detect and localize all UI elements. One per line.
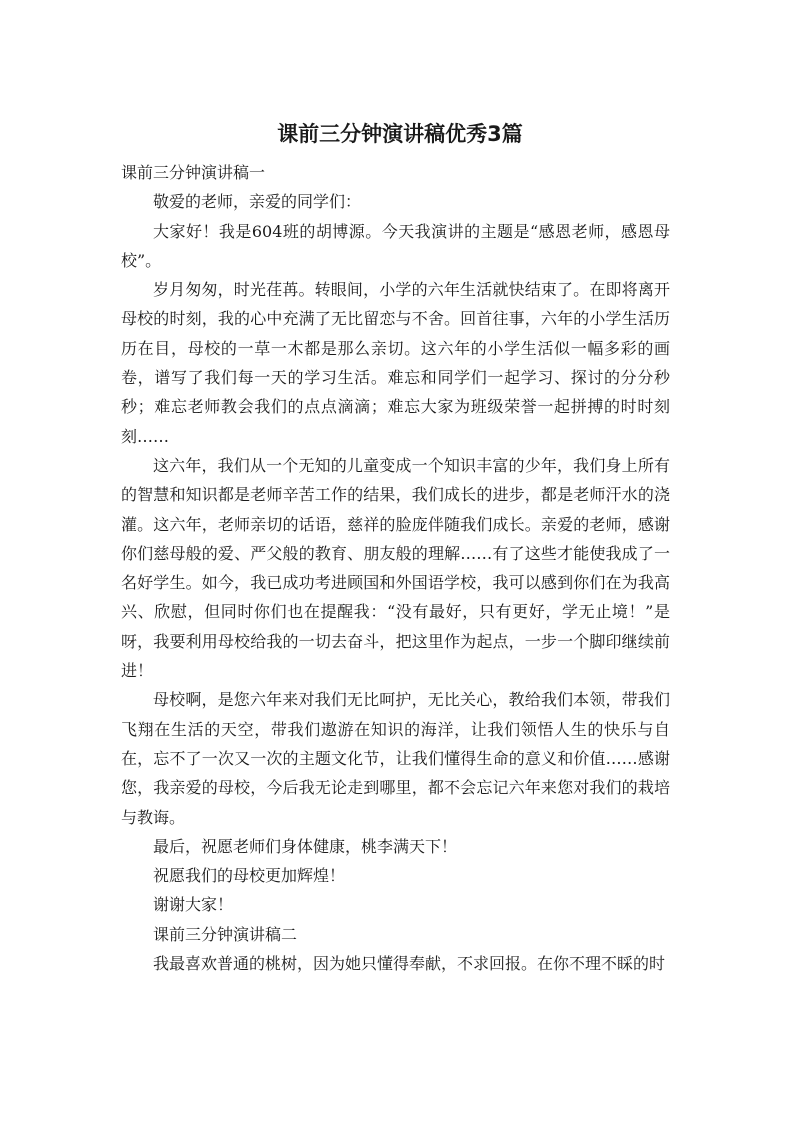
- paragraph: 大家好！我是604班的胡博源。今天我演讲的主题是“感恩老师，感恩母校”。: [121, 221, 670, 270]
- paragraph: 祝愿我们的母校更加辉煌！: [153, 866, 346, 886]
- paragraph: 母校啊，是您六年来对我们无比呵护，无比关心，教给我们本领，带我们飞翔在生活的天空，带我们遨游在知识的海洋，让我们领悟人生的快乐与自在，忘不了一次又一次的主题文化节，让我们懂得生命的意义和价值……感谢您，我亲爱的母校，今后我无论走到哪里，都不会忘记六年来您对我们的栽培与教诲。: [121, 690, 670, 827]
- document-title: 课前三分钟演讲稿优秀3篇: [277, 122, 523, 146]
- paragraph: 最后，祝愿老师们身体健康，桃李满天下！: [153, 836, 458, 856]
- section-heading-1: 课前三分钟演讲稿一: [121, 163, 266, 182]
- paragraph: 我最喜欢普通的桃树，因为她只懂得奉献，不求回报。在你不理不睬的时: [153, 954, 666, 974]
- salutation: 敬爱的老师，亲爱的同学们：: [153, 192, 362, 212]
- paragraph: 岁月匆匆，时光荏苒。转眼间，小学的六年生活就快结束了。在即将离开母校的时刻，我的心中充满了无比留恋与不舍。回首往事，六年的小学生活历历在目，母校的一草一木都是那么亲切。这六年的小学生活似一幅多彩的画卷，谱写了我们每一天的学习生活。难忘和同学们一起学习、探讨的分分秒秒；难忘老师教会我们的点点滴滴；难忘大家为班级荣誉一起拼搏的时时刻刻……: [121, 280, 670, 446]
- paragraph: 谢谢大家！: [153, 895, 234, 915]
- section-heading-2: 课前三分钟演讲稿二: [153, 924, 298, 944]
- document-body: [121, 158, 670, 978]
- paragraph: 这六年，我们从一个无知的儿童变成一个知识丰富的少年，我们身上所有的智慧和知识都是老师辛苦工作的结果，我们成长的进步，都是老师汗水的浇灌。这六年，老师亲切的话语，慈祥的脸庞伴随我们成长。亲爱的老师，感谢你们慈母般的爱、严父般的教育、朋友般的理解……有了这些才能使我成了一名好学生。如今，我已成功考进顾国和外国语学校，我可以感到你们在为我高兴、欣慰，但同时你们也在提醒我：“没有最好，只有更好，学无止境！”是呀，我要利用母校给我的一切去奋斗，把这里作为起点，一步一个脚印继续前进！: [121, 455, 670, 681]
